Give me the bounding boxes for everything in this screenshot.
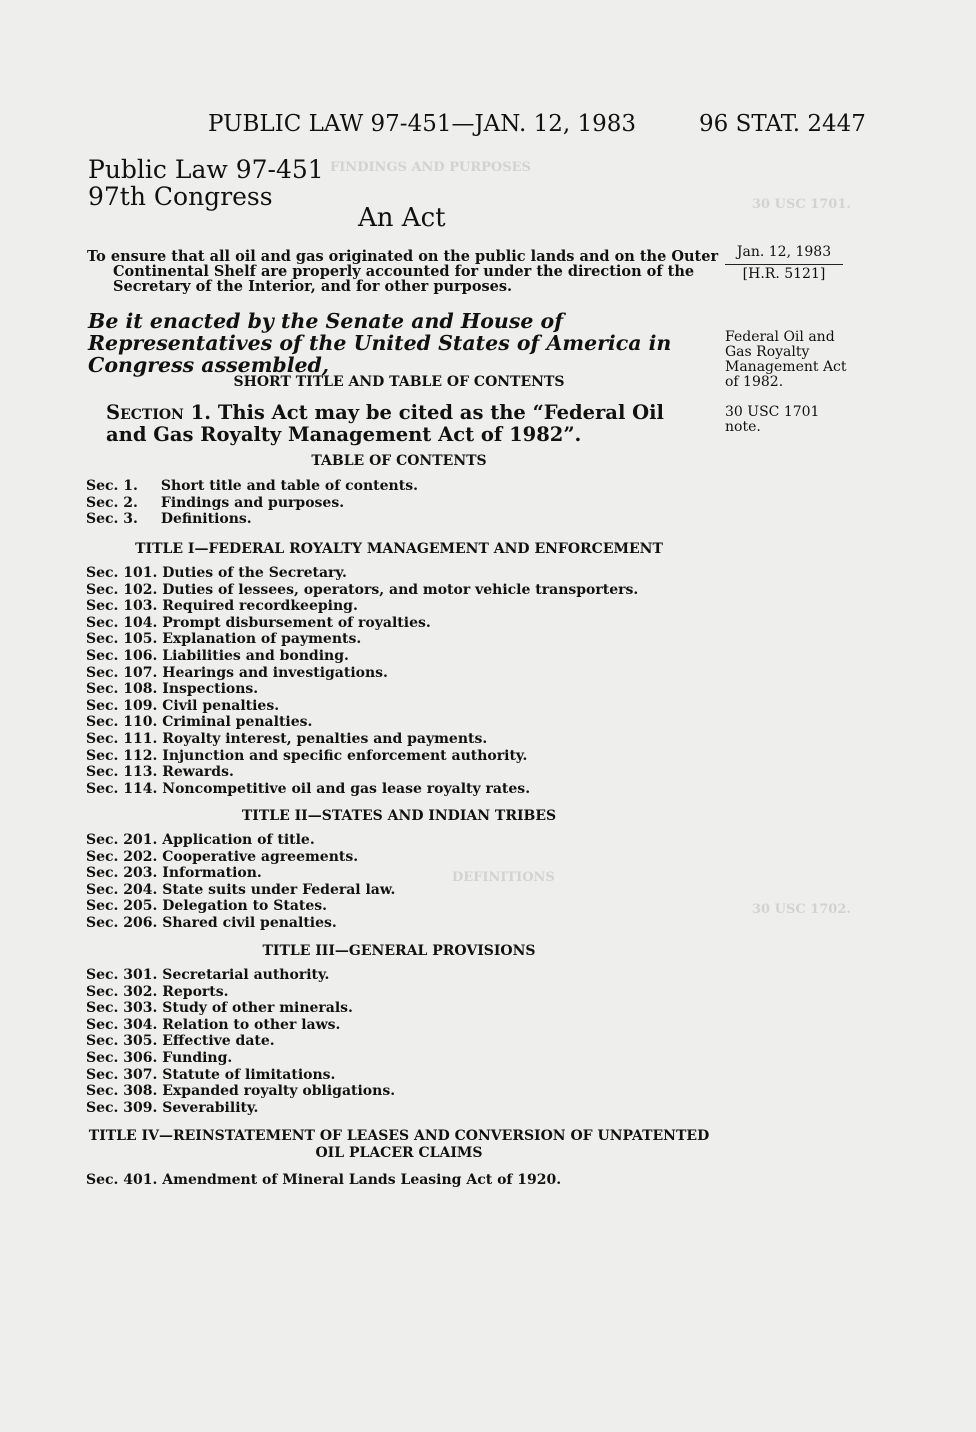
toc-title4-list <box>86 1172 706 1189</box>
toc-entry-section-number: Sec. 110. <box>86 714 158 731</box>
section-one-label: Section 1. <box>106 401 212 424</box>
toc-title2-list <box>86 832 706 932</box>
toc-entry-section-number: Sec. 114. <box>86 780 158 797</box>
toc-entry-title: Explanation of payments. <box>162 631 362 648</box>
margin-note-short-title: Federal Oil and Gas Royalty Management Act of 1982. <box>725 329 847 390</box>
toc-entry-section-number: Sec. 309. <box>86 1099 158 1116</box>
toc-entry-title: Required recordkeeping. <box>162 598 358 615</box>
toc-entry <box>86 1050 706 1067</box>
toc-entry-section-number: Sec. 109. <box>86 697 158 714</box>
purpose-clause: To ensure that all oil and gas originated on the public lands and on the Outer Continental Shelf are properly accounted for under the direction of the Secretary of the Interior, and for other purposes. <box>87 248 719 295</box>
toc-entry-title: Injunction and specific enforcement authority. <box>162 747 528 764</box>
public-law-number: Public Law 97-451 <box>88 155 324 184</box>
toc-entry-title: Effective date. <box>162 1033 275 1050</box>
toc-entry <box>86 631 706 648</box>
toc-entry <box>86 478 706 495</box>
toc-entry-title: Inspections. <box>162 681 259 698</box>
margin-note-usc: 30 USC 1701 note. <box>725 404 820 435</box>
toc-entry-section-number: Sec. 308. <box>86 1083 158 1100</box>
toc-entry-title: Reports. <box>162 983 229 1000</box>
bleed-definitions-heading: DEFINITIONS <box>452 870 555 885</box>
toc-entry-section-number: Sec. 106. <box>86 647 158 664</box>
toc-entry <box>86 865 706 882</box>
enacting-clause: Be it enacted by the Senate and House of Representatives of the United States of America in Congress assembled, <box>88 309 672 377</box>
margin-note-date: Jan. 12, 1983 <box>736 244 832 260</box>
toc-entry-section-number: Sec. 204. <box>86 881 158 898</box>
toc-entry-section-number: Sec. 104. <box>86 614 158 631</box>
toc-entry <box>86 915 706 932</box>
toc-entry-title: Statute of limitations. <box>162 1066 336 1083</box>
toc-entry <box>86 681 706 698</box>
toc-entry-section-number: Sec. 205. <box>86 898 158 915</box>
toc-entry-section-number: Sec. 301. <box>86 967 158 983</box>
toc-entry-title: Delegation to States. <box>162 898 328 915</box>
toc-entry-title: Prompt disbursement of royalties. <box>162 614 431 631</box>
toc-entry-section-number: Sec. 105. <box>86 631 158 648</box>
toc-entry-section-number: Sec. 306. <box>86 1049 158 1066</box>
running-head-title: PUBLIC LAW 97-451—JAN. 12, 1983 <box>208 111 636 137</box>
toc-entry-section-number: Sec. 102. <box>86 581 158 598</box>
toc-entry-title: Secretarial authority. <box>162 967 330 983</box>
toc-entry <box>86 898 706 915</box>
toc-general-list <box>86 478 706 528</box>
toc-entry-section-number: Sec. 202. <box>86 848 158 865</box>
section-one <box>88 402 710 446</box>
toc-entry <box>86 967 706 984</box>
toc-entry-title: Definitions. <box>160 511 252 528</box>
toc-entry <box>86 598 706 615</box>
toc-entry-title: Liabilities and bonding. <box>162 647 349 664</box>
act-heading: An Act <box>358 203 446 233</box>
toc-entry <box>86 849 706 866</box>
toc-entry <box>86 648 706 665</box>
toc-entry-title: Funding. <box>162 1049 233 1066</box>
toc-entry-title: Hearings and investigations. <box>162 664 388 681</box>
title1-heading: TITLE I—FEDERAL ROYALTY MANAGEMENT AND ENFORCEMENT <box>135 541 663 557</box>
title4-heading: TITLE IV—REINSTATEMENT OF LEASES AND CONVERSION OF UNPATENTED OIL PLACER CLAIMS <box>88 1128 710 1161</box>
toc-entry-section-number: Sec. 307. <box>86 1066 158 1083</box>
toc-entry <box>86 748 706 765</box>
toc-entry-title: Criminal penalties. <box>162 714 313 731</box>
toc-entry <box>86 495 706 512</box>
toc-entry-section-number: Sec. 302. <box>86 983 158 1000</box>
toc-entry-title: Shared civil penalties. <box>162 914 337 931</box>
toc-entry <box>86 698 706 715</box>
toc-entry <box>86 984 706 1001</box>
toc-entry-section-number: Sec. 201. <box>86 832 158 848</box>
toc-entry <box>86 764 706 781</box>
title2-heading: TITLE II—STATES AND INDIAN TRIBES <box>241 808 557 824</box>
toc-entry-section-number: Sec. 112. <box>86 747 158 764</box>
toc-entry-section-number: Sec. 2. <box>86 494 138 511</box>
toc-entry <box>86 1067 706 1084</box>
toc-entry-title: Rewards. <box>162 764 234 781</box>
toc-entry <box>86 615 706 632</box>
toc-heading: TABLE OF CONTENTS <box>311 453 487 469</box>
toc-entry-section-number: Sec. 305. <box>86 1033 158 1050</box>
toc-entry-title: Findings and purposes. <box>160 494 345 511</box>
bleed-margin-note-bottom: 30 USC 1702. <box>752 902 851 917</box>
toc-entry <box>86 665 706 682</box>
toc-entry-section-number: Sec. 103. <box>86 598 158 615</box>
toc-entry <box>86 781 706 798</box>
toc-entry-title: Noncompetitive oil and gas lease royalty rates. <box>162 780 531 797</box>
toc-entry-section-number: Sec. 206. <box>86 914 158 931</box>
margin-note-bill-number: [H.R. 5121] <box>742 266 826 282</box>
toc-entry-section-number: Sec. 203. <box>86 865 158 882</box>
toc-entry-section-number: Sec. 401. <box>86 1172 158 1188</box>
toc-entry <box>86 1000 706 1017</box>
section-one-text: This Act may be cited as the “Federal Oil and Gas Royalty Management Act of 1982”. <box>106 401 664 446</box>
toc-entry-title: Cooperative agreements. <box>162 848 359 865</box>
toc-entry <box>86 1083 706 1100</box>
toc-entry-section-number: Sec. 304. <box>86 1016 158 1033</box>
toc-entry-section-number: Sec. 303. <box>86 1000 158 1017</box>
toc-entry-title: State suits under Federal law. <box>162 881 396 898</box>
toc-entry-section-number: Sec. 108. <box>86 681 158 698</box>
toc-entry-title: Information. <box>162 865 262 882</box>
bleed-margin-note-top: 30 USC 1701. <box>752 197 851 212</box>
toc-entry <box>86 1100 706 1117</box>
toc-entry <box>86 1172 706 1189</box>
toc-entry <box>86 511 706 528</box>
toc-entry-title: Duties of the Secretary. <box>162 565 347 581</box>
running-head-stat-page: 96 STAT. 2447 <box>699 111 866 137</box>
title3-heading: TITLE III—GENERAL PROVISIONS <box>262 943 536 959</box>
toc-entry-section-number: Sec. 1. <box>86 478 138 494</box>
toc-entry <box>86 1017 706 1034</box>
toc-entry-title: Severability. <box>162 1099 259 1116</box>
toc-entry-section-number: Sec. 3. <box>86 511 138 528</box>
toc-entry <box>86 731 706 748</box>
toc-entry-title: Study of other minerals. <box>162 1000 353 1017</box>
short-title-heading: SHORT TITLE AND TABLE OF CONTENTS <box>233 374 565 390</box>
toc-entry-section-number: Sec. 101. <box>86 565 158 581</box>
toc-entry-section-number: Sec. 113. <box>86 764 158 781</box>
toc-entry <box>86 582 706 599</box>
toc-entry-title: Civil penalties. <box>162 697 280 714</box>
toc-entry-title: Duties of lessees, operators, and motor vehicle transporters. <box>162 581 639 598</box>
congress-number: 97th Congress <box>88 182 273 211</box>
toc-entry <box>86 1033 706 1050</box>
toc-entry <box>86 832 706 849</box>
toc-entry <box>86 882 706 899</box>
toc-entry-title: Amendment of Mineral Lands Leasing Act of 1920. <box>162 1172 562 1188</box>
toc-entry <box>86 565 706 582</box>
toc-entry-section-number: Sec. 107. <box>86 664 158 681</box>
toc-entry-title: Short title and table of contents. <box>160 478 418 494</box>
toc-entry-title: Royalty interest, penalties and payments. <box>162 730 488 747</box>
toc-entry-title: Expanded royalty obligations. <box>162 1083 396 1100</box>
toc-entry <box>86 714 706 731</box>
toc-title1-list <box>86 565 706 797</box>
toc-title3-list <box>86 967 706 1116</box>
bleed-findings-heading: FINDINGS AND PURPOSES <box>330 160 531 175</box>
toc-entry-title: Relation to other laws. <box>162 1016 341 1033</box>
toc-entry-title: Application of title. <box>162 832 315 848</box>
margin-note-rule <box>725 264 843 265</box>
toc-entry-section-number: Sec. 111. <box>86 730 158 747</box>
